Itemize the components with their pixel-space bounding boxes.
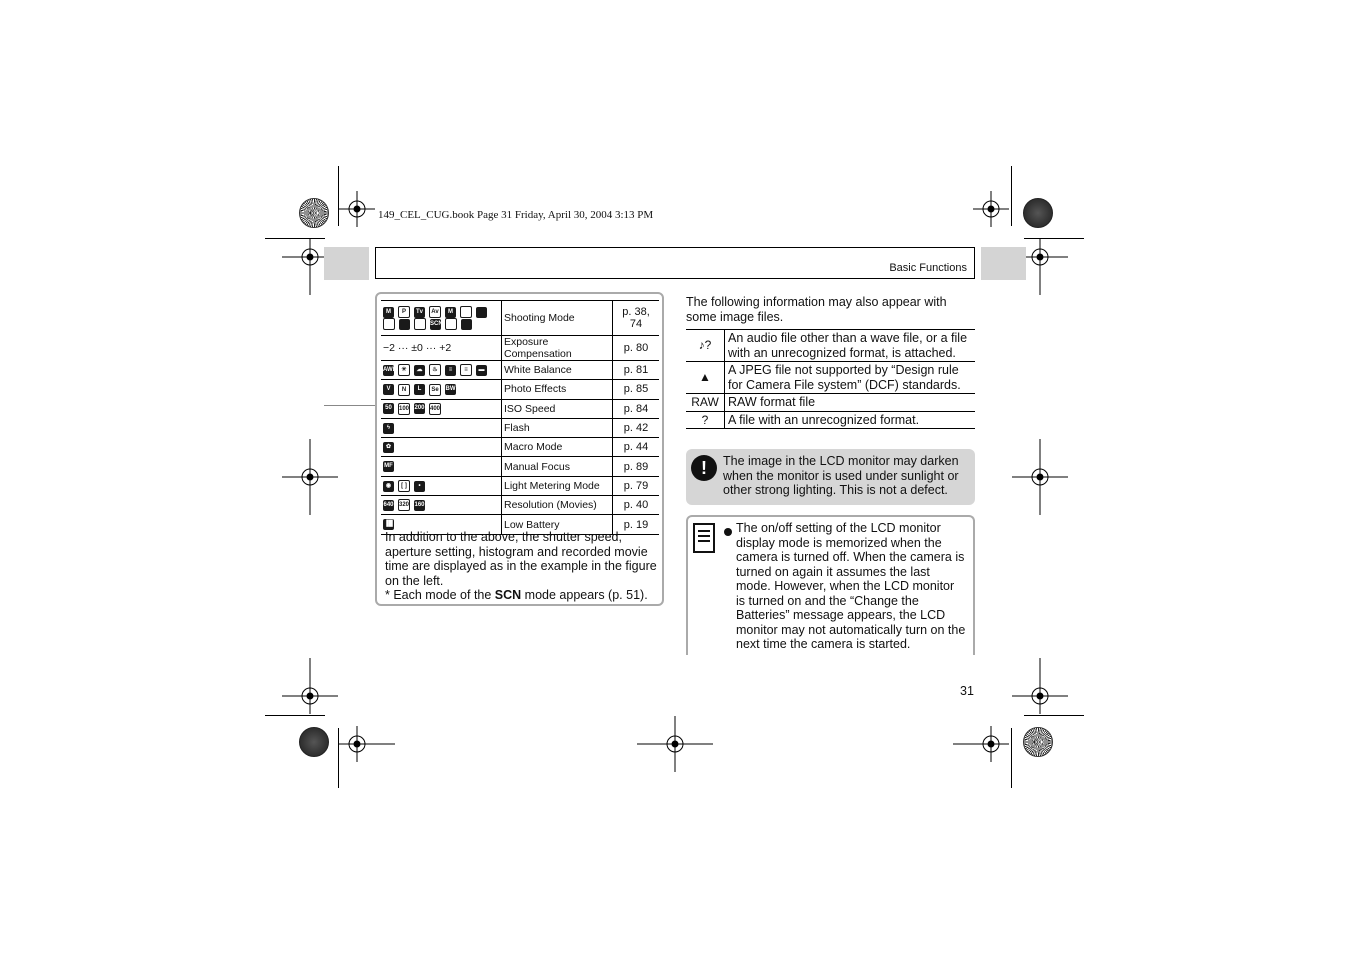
mode-icon: Av <box>429 306 441 318</box>
scn-footnote: * Each mode of the SCN mode appears (p. 51). <box>385 588 648 602</box>
mode-icon <box>476 307 487 318</box>
row-page-ref: p. 84 <box>613 399 660 418</box>
mode-icon: M <box>383 307 394 318</box>
mode-icon: AWB <box>383 365 394 376</box>
row-page-ref: p. 42 <box>613 418 660 437</box>
mode-icon: MF <box>383 461 394 472</box>
row-page-ref: p. 19 <box>613 515 660 534</box>
side-tab <box>981 247 1026 280</box>
file-status-icon: RAW <box>686 394 725 412</box>
image-file-info-table <box>686 329 975 429</box>
mode-icon: ▐█ <box>383 519 394 530</box>
mode-icon: 320 <box>398 499 410 511</box>
row-label: Photo Effects <box>502 380 613 399</box>
note-text: In addition to the above, the shutter speed, aperture setting, histogram and recorded movie time are displayed as in the example in the figure on the left. <box>385 530 657 588</box>
row-icons <box>381 438 502 457</box>
mode-icon: [ ] <box>398 480 410 492</box>
section-title: Basic Functions <box>889 262 967 274</box>
table-row <box>381 438 659 457</box>
mode-icon: 400 <box>429 403 441 415</box>
row-icons <box>381 301 502 336</box>
bullet-icon <box>724 528 732 536</box>
file-status-icon: ♪? <box>686 330 725 362</box>
mode-icon: 200 <box>414 403 425 414</box>
note-box <box>686 515 975 655</box>
table-row <box>381 457 659 476</box>
mode-icon: 100 <box>398 403 410 415</box>
table-row <box>381 336 659 361</box>
note-text: The on/off setting of the LCD monitor display mode is memorized when the camera is turned off. When the camera is turned on again it assumes the last mode. However, when the LCD monitor is turned on and the “Change the Batteries” message appears, the LCD monitor may not automatically turn on the next time the camera is started. <box>736 521 966 651</box>
row-label: Flash <box>502 418 613 437</box>
mode-icon: ϟ <box>383 423 394 434</box>
display-info-note <box>385 530 663 603</box>
image-files-intro: The following information may also appear with some image files. <box>686 295 947 324</box>
mode-icon: ☁ <box>414 365 425 376</box>
row-icons <box>381 361 502 380</box>
display-info-table <box>381 300 659 535</box>
table-row <box>686 330 975 362</box>
table-row <box>686 411 975 429</box>
row-page-ref: p. 85 <box>613 380 660 399</box>
mode-icon: P <box>398 306 410 318</box>
mode-icon: 50 <box>383 403 394 414</box>
mode-icon <box>461 319 472 330</box>
exposure-scale: −2 ··· ±0 ··· +2 <box>383 342 452 354</box>
table-row <box>686 394 975 412</box>
row-label: Macro Mode <box>502 438 613 457</box>
mode-icon: ✿ <box>383 442 394 453</box>
file-status-text: A file with an unrecognized format. <box>725 411 976 429</box>
mode-icon: ▬ <box>476 365 487 376</box>
page-number: 31 <box>960 684 974 698</box>
row-page-ref: p. 79 <box>613 476 660 495</box>
side-tab <box>324 247 369 280</box>
row-icons <box>381 399 502 418</box>
mode-icon: ≡ <box>445 365 456 376</box>
caution-text: The image in the LCD monitor may darken when the monitor is used under sunlight or other strong lighting. This is not a defect. <box>723 454 959 497</box>
row-page-ref: p. 80 <box>613 336 660 361</box>
file-status-icon: ▲ <box>686 362 725 394</box>
mode-icon <box>383 318 395 330</box>
mode-icon: ♨ <box>429 364 441 376</box>
mode-icon: M <box>445 307 456 318</box>
table-row <box>381 301 659 336</box>
mode-icon <box>414 318 426 330</box>
row-page-ref: p. 81 <box>613 361 660 380</box>
table-row <box>381 496 659 515</box>
row-label: Light Metering Mode <box>502 476 613 495</box>
row-page-ref: p. 38, 74 <box>613 301 660 336</box>
mode-icon: V <box>383 384 394 395</box>
file-status-icon: ? <box>686 411 725 429</box>
row-label: White Balance <box>502 361 613 380</box>
mode-icon: 640 <box>383 500 394 511</box>
row-icons <box>381 496 502 515</box>
mode-icon: SCN <box>430 319 441 330</box>
memo-icon <box>693 523 715 553</box>
table-row <box>381 380 659 399</box>
table-row <box>381 399 659 418</box>
row-label: Exposure Compensation <box>502 336 613 361</box>
file-info: 149_CEL_CUG.book Page 31 Friday, April 30, 2004 3:13 PM <box>378 209 654 221</box>
table-row <box>381 361 659 380</box>
mode-icon: • <box>414 481 425 492</box>
table-row <box>381 418 659 437</box>
row-icons <box>381 476 502 495</box>
mode-icon: ≡ <box>460 364 472 376</box>
mode-icon: BW <box>445 384 456 395</box>
row-page-ref: p. 40 <box>613 496 660 515</box>
row-icons <box>381 457 502 476</box>
file-status-text: An audio file other than a wave file, or a file with an unrecognized format, is attached. <box>725 330 976 362</box>
page-header <box>375 247 975 279</box>
mode-icon: ◉ <box>383 481 394 492</box>
row-label: Shooting Mode <box>502 301 613 336</box>
row-label: Resolution (Movies) <box>502 496 613 515</box>
file-status-text: A JPEG file not supported by “Design rule for Camera File system” (DCF) standards. <box>725 362 976 394</box>
mode-icon: L <box>414 384 425 395</box>
mode-icon: ☀ <box>398 364 410 376</box>
row-label: Low Battery <box>502 515 613 534</box>
row-icons <box>381 336 502 361</box>
mode-icon: 160 <box>414 500 425 511</box>
file-status-text: RAW format file <box>725 394 976 412</box>
mode-icon <box>445 318 457 330</box>
mode-icon: N <box>398 384 410 396</box>
row-label: ISO Speed <box>502 399 613 418</box>
mode-icon: Se <box>429 384 441 396</box>
table-row <box>381 476 659 495</box>
caution-box <box>686 449 975 505</box>
caution-icon: ! <box>691 455 717 481</box>
table-row <box>686 362 975 394</box>
display-info-panel <box>375 292 664 606</box>
row-page-ref: p. 44 <box>613 438 660 457</box>
row-label: Manual Focus <box>502 457 613 476</box>
row-icons <box>381 418 502 437</box>
mode-icon: Tv <box>414 307 425 318</box>
row-page-ref: p. 89 <box>613 457 660 476</box>
row-icons <box>381 380 502 399</box>
mode-icon <box>399 319 410 330</box>
mode-icon <box>460 306 472 318</box>
